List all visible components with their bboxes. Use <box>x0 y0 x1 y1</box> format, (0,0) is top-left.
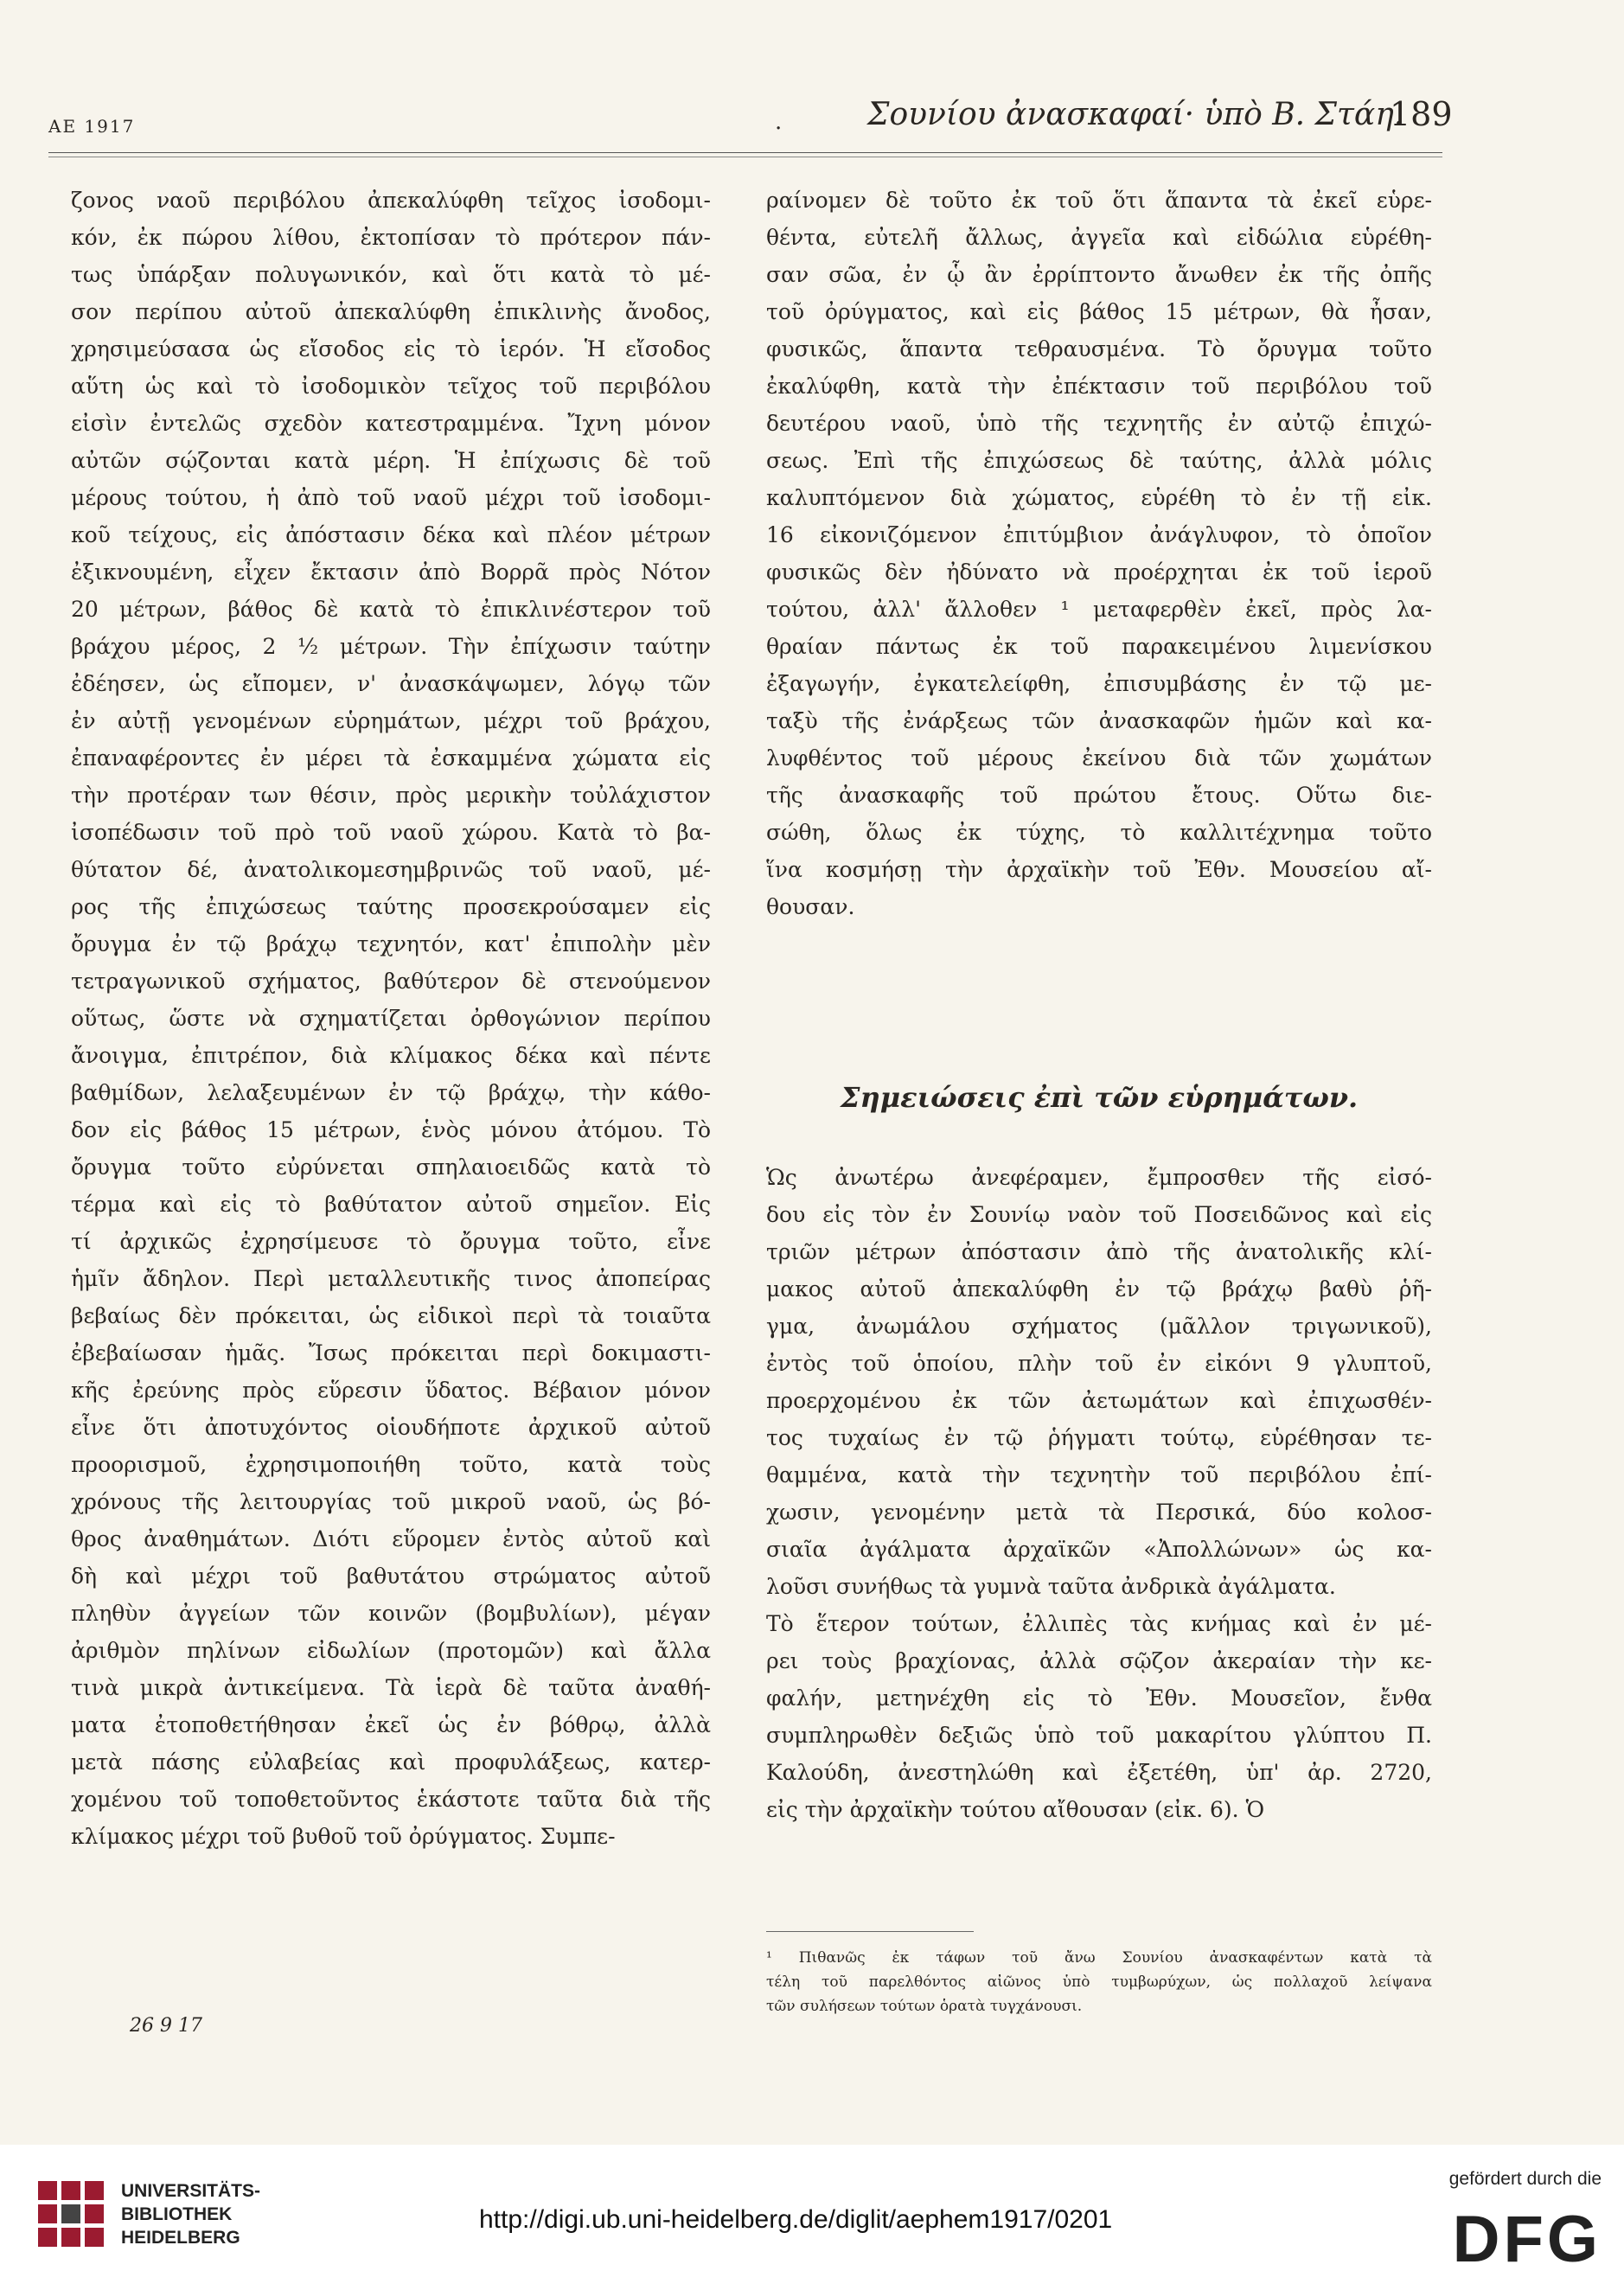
text-line: ἐξικνουμένη, εἶχεν ἔκτασιν ἀπὸ Βορρᾶ πρὸς Νότον <box>71 560 711 585</box>
text-line: λοῦσι συνήθως τὰ γυμνὰ ταῦτα ἀνδρικὰ ἀγάλματα. <box>766 1574 1336 1599</box>
text-line: 20 μέτρων, βάθος δὲ κατὰ τὸ ἐπικλινέστερον τοῦ <box>71 597 711 622</box>
text-line: ραίνομεν δὲ τοῦτο ἐκ τοῦ ὅτι ἅπαντα τὰ ἐκεῖ εὑρε- <box>766 188 1432 213</box>
text-line: αὕτη ὡς καὶ τὸ ἰσοδομικὸν τεῖχος τοῦ περιβόλου <box>71 374 711 399</box>
text-line: μέρους τούτου, ἡ ἀπὸ τοῦ ναοῦ μέχρι τοῦ ἰσοδομι- <box>71 485 711 510</box>
text-line: ἐκαλύφθη, κατὰ τὴν ἐπέκτασιν τοῦ περιβόλου τοῦ <box>766 374 1432 399</box>
text-line: τέρμα καὶ εἰς τὸ βαθύτατον αὐτοῦ σημεῖον. Εἰς <box>71 1192 711 1217</box>
text-line: σον περίπου αὐτοῦ ἀπεκαλύφθη ἐπικλινὴς ἄνοδος, <box>71 299 711 324</box>
text-line: φυσικῶς, ἅπαντα τεθραυσμένα. Τὸ ὄρυγμα τοῦτο <box>766 336 1432 361</box>
text-line: τῆς ἀνασκαφῆς τοῦ πρώτου ἔτους. Οὕτω διε- <box>766 783 1432 808</box>
text-line: ὄρυγμα ἐν τῷ βράχῳ τεχνητόν, κατ' ἐπιπολὴν μὲν <box>71 931 711 956</box>
university-library-logo-icon <box>35 2178 107 2250</box>
dfg-logo-icon: DFG <box>1452 2203 1602 2276</box>
text-line: χομένου τοῦ τοποθετοῦντος ἑκάστοτε ταῦτα διὰ τῆς <box>71 1787 711 1812</box>
text-line: φυσικῶς δὲν ἠδύνατο νὰ προέρχηται ἐκ τοῦ ἱεροῦ <box>766 560 1432 585</box>
text-line: ἐπαναφέροντες ἐν μέρει τὰ ἐσκαμμένα χώματα εἰς <box>71 745 711 771</box>
text-line: ζονος ναοῦ περιβόλου ἀπεκαλύφθη τεῖχος ἰσοδομι- <box>71 188 711 213</box>
text-line: τούτου, ἀλλ' ἄλλοθεν ¹ μεταφερθὲν ἐκεῖ, πρὸς λα- <box>766 597 1432 622</box>
text-line: ἰσοπέδωσιν τοῦ πρὸ τοῦ ναοῦ χώρου. Κατὰ τὸ βα- <box>71 820 711 845</box>
text-line: κλίμακος μέχρι τοῦ βυθοῦ τοῦ ὀρύγματος. Συμπε- <box>71 1824 616 1849</box>
text-line: προορισμοῦ, ἐχρησιμοποιήθη τοῦτο, κατὰ τοὺς <box>71 1452 711 1477</box>
text-line: ρει τοὺς βραχίονας, ἀλλὰ σῷζον ἀκεραίαν τὴν κε- <box>766 1648 1432 1673</box>
text-line: σαν σῶα, ἐν ᾧ ἂν ἐρρίπτοντο ἄνωθεν ἐκ τῆς ὀπῆς <box>766 262 1432 287</box>
text-line: ταξὺ τῆς ἐνάρξεως τῶν ἀνασκαφῶν ἡμῶν καὶ κα- <box>766 708 1432 733</box>
text-line: τέλη τοῦ παρελθόντος αἰῶνος ὑπὸ τυμβωρύχων, ὡς πολλαχοῦ λείψανα <box>766 1973 1432 1991</box>
text-line: δευτέρου ναοῦ, ὑπὸ τῆς τεχνητῆς ἐν αὐτῷ ἐπιχώ- <box>766 411 1432 436</box>
text-line: εἰς τὴν ἀρχαϊκὴν τούτου αἴθουσαν (εἰκ. 6). Ὁ <box>766 1797 1265 1822</box>
text-line: τριῶν μέτρων ἀπόστασιν ἀπὸ τῆς ἀνατολικῆς κλί- <box>766 1239 1432 1264</box>
text-line: ¹ Πιθανῶς ἐκ τάφων τοῦ ἄνω Σουνίου ἀνασκαφέντων κατὰ τὰ <box>766 1949 1432 1967</box>
text-line: τὴν προτέραν των θέσιν, πρὸς μερικὴν τοὐλάχιστον <box>71 783 711 808</box>
text-line: θουσαν. <box>766 894 855 919</box>
library-name-line-1: UNIVERSITÄTS- <box>121 2181 261 2201</box>
text-line: χρησιμεύσασα ὡς εἴσοδος εἰς τὸ ἱερόν. Ἡ εἴσοδος <box>71 336 711 361</box>
text-line: ματα ἐτοποθετήθησαν ἐκεῖ ὡς ἐν βόθρῳ, ἀλλὰ <box>71 1712 711 1737</box>
text-line: ἐντὸς τοῦ ὁποίου, πλὴν τοῦ ἐν εἰκόνι 9 γλυπτοῦ, <box>766 1351 1432 1376</box>
text-line: προερχομένου ἐκ τῶν ἀετωμάτων καὶ ἐπιχωσθέν- <box>766 1388 1432 1413</box>
text-line: συμπληρωθὲν δεξιῶς ὑπὸ τοῦ μακαρίτου γλύπτου Π. <box>766 1723 1432 1748</box>
text-line: χρόνους τῆς λειτουργίας τοῦ μικροῦ ναοῦ, ὡς βό- <box>71 1489 711 1514</box>
text-line: ἄνοιγμα, ἐπιτρέπον, διὰ κλίμακος δέκα καὶ πέντε <box>71 1043 711 1068</box>
page-number: 189 <box>1390 95 1453 133</box>
text-line: τοῦ ὀρύγματος, καὶ εἰς βάθος 15 μέτρων, θὰ ἦσαν, <box>766 299 1432 324</box>
text-line: σεως. Ἐπὶ τῆς ἐπιχώσεως δὲ ταύτης, ἀλλὰ μόλις <box>766 448 1432 473</box>
text-line: 16 εἰκονιζόμενον ἐπιτύμβιον ἀνάγλυφον, τὸ ὁποῖον <box>766 522 1432 547</box>
text-line: κόν, ἐκ πώρου λίθου, ἐκτοπίσαν τὸ πρότερον πάν- <box>71 225 711 250</box>
text-line: καλυπτόμενον διὰ χώματος, εὑρέθη τὸ ἐν τῇ εἰκ. <box>766 485 1432 510</box>
printer-signature: 26 9 17 <box>130 2015 202 2037</box>
text-line: χωσιν, γενομένην μετὰ τὰ Περσικά, δύο κολοσ- <box>766 1500 1432 1525</box>
text-line: τινὰ μικρὰ ἀντικείμενα. Τὰ ἱερὰ δὲ ταῦτα ἀναθή- <box>71 1675 711 1700</box>
library-name-line-3: HEIDELBERG <box>121 2228 240 2248</box>
text-line: κοῦ τείχους, εἰς ἀπόστασιν δέκα καὶ πλέον μέτρων <box>71 522 711 547</box>
text-line: ἀριθμὸν πηλίνων εἰδωλίων (προτομῶν) καὶ ἄλλα <box>71 1638 711 1663</box>
text-line: εἶνε ὅτι ἀποτυχόντος οἱουδήποτε ἀρχικοῦ αὐτοῦ <box>71 1415 711 1440</box>
text-line: ὄρυγμα τοῦτο εὐρύνεται σπηλαιοειδῶς κατὰ τὸ <box>71 1155 711 1180</box>
library-name-line-2: BIBLIOTHEK <box>121 2204 233 2224</box>
right-column-top <box>766 182 1432 925</box>
text-line: δὴ καὶ μέχρι τοῦ βαθυτάτου στρώματος αὐτοῦ <box>71 1564 711 1589</box>
text-line: σώθη, ὅλως ἐκ τύχης, τὸ καλλιτέχνημα τοῦτο <box>766 820 1432 845</box>
text-line: θρος ἀναθημάτων. Διότι εὕρομεν ἐντὸς αὐτοῦ καὶ <box>71 1526 711 1551</box>
text-line: θραίαν πάντως ἐκ τοῦ παρακειμένου λιμενίσκου <box>766 634 1432 659</box>
text-line: θαμμένα, κατὰ τὴν τεχνητὴν τοῦ περιβόλου ἐπί- <box>766 1462 1432 1487</box>
footnote-rule <box>766 1931 974 1932</box>
text-line: ρος τῆς ἐπιχώσεως ταύτης προσεκρούσαμεν εἰς <box>71 894 711 919</box>
text-line: ἵνα κοσμήσῃ τὴν ἀρχαϊκὴν τοῦ Ἐθν. Μουσείου αἴ- <box>766 857 1432 882</box>
text-line: ἐν αὐτῇ γενομένων εὑρημάτων, μέχρι τοῦ βράχου, <box>71 708 711 733</box>
text-line: οὕτως, ὥστε νὰ σχηματίζεται ὀρθογώνιον περίπου <box>71 1006 711 1031</box>
text-line: ἐξαγωγήν, ἐγκατελείφθη, ἐπισυμβάσης ἐν τῷ με- <box>766 671 1432 696</box>
text-line: γμα, ἀνωμάλου σχήματος (μᾶλλον τριγωνικοῦ), <box>766 1314 1432 1339</box>
text-line: τί ἀρχικῶς ἐχρησίμευσε τὸ ὄρυγμα τοῦτο, εἶνε <box>71 1229 711 1254</box>
text-line: Ὡς ἀνωτέρω ἀνεφέραμεν, ἔμπροσθεν τῆς εἰσό- <box>766 1165 1432 1190</box>
text-line: δου εἰς τὸν ἐν Σουνίῳ ναὸν τοῦ Ποσειδῶνος καὶ εἰς <box>766 1202 1432 1227</box>
text-line: σιαῖα ἀγάλματα ἀρχαϊκῶν «Ἀπολλώνων» ὡς κα- <box>766 1537 1432 1562</box>
header-rule <box>48 152 1442 153</box>
text-line: εἰσὶν ἐντελῶς σχεδὸν κατεστραμμένα. Ἴχνη μόνον <box>71 411 711 436</box>
text-line: πληθὺν ἀγγείων τῶν κοινῶν (βομβυλίων), μέγαν <box>71 1601 711 1626</box>
text-line: θέντα, εὐτελῆ ἄλλως, ἀγγεῖα καὶ εἰδώλια εὑρέθη- <box>766 225 1432 250</box>
text-line: ἐβεβαίωσαν ἡμᾶς. Ἴσως πρόκειται περὶ δοκιμαστι- <box>71 1340 711 1366</box>
text-line: βεβαίως δὲν πρόκειται, ὡς εἰδικοὶ περὶ τὰ τοιαῦτα <box>71 1303 711 1328</box>
text-line: ἡμῖν ἄδηλον. Περὶ μεταλλευτικῆς τινος ἀποπείρας <box>71 1266 711 1291</box>
left-column <box>71 182 711 1855</box>
viewer-footer <box>0 2145 1624 2290</box>
text-line: τως ὑπάρξαν πολυγωνικόν, καὶ ὅτι κατὰ τὸ μέ- <box>71 262 711 287</box>
funding-note: gefördert durch die <box>1448 2169 1602 2189</box>
text-line: μετὰ πάσης εὐλαβείας καὶ προφυλάξεως, κατερ- <box>71 1749 711 1775</box>
text-line: θύτατον δέ, ἀνατολικομεσημβρινῶς τοῦ ναοῦ, μέ- <box>71 857 711 882</box>
text-line: δον εἰς βάθος 15 μέτρων, ἑνὸς μόνου ἀτόμου. Τὸ <box>71 1117 711 1142</box>
journal-abbrev: ΑΕ 1917 <box>48 116 136 137</box>
text-line: βράχου μέρος, 2 ½ μέτρων. Τὴν ἐπίχωσιν ταύτην <box>71 634 711 659</box>
text-line: κῆς ἐρεύνης πρὸς εὕρεσιν ὕδατος. Βέβαιον μόνον <box>71 1378 711 1403</box>
section-heading: Σημειώσεις ἐπὶ τῶν εὑρημάτων. <box>840 1081 1359 1114</box>
text-line: μακος αὐτοῦ ἀπεκαλύφθη ἐν τῷ βράχῳ βαθὺ ῥῆ- <box>766 1276 1432 1302</box>
header-dot: . <box>775 109 783 135</box>
footnote <box>766 1946 1432 2018</box>
library-name <box>121 2179 260 2249</box>
text-line: φαλήν, μετηνέχθη εἰς τὸ Ἐθν. Μουσεῖον, ἔνθα <box>766 1686 1432 1711</box>
text-line: τος τυχαίως ἐν τῷ ῥήγματι τούτῳ, εὑρέθησαν τε- <box>766 1425 1432 1450</box>
text-line: τῶν συλήσεων τούτων ὁρατὰ τυγχάνουσι. <box>766 1998 1083 2015</box>
running-title: Σουνίου ἀνασκαφαί· ὑπὸ Β. Στάη. <box>867 97 1404 132</box>
text-line: λυφθέντος τοῦ μέρους ἐκείνου διὰ τῶν χωμάτων <box>766 745 1432 771</box>
permalink-url[interactable]: http://digi.ub.uni-heidelberg.de/diglit/aephem1917/0201 <box>479 2205 1113 2234</box>
right-column-bottom <box>766 1159 1432 1828</box>
text-line: τετραγωνικοῦ σχήματος, βαθύτερον δὲ στενούμενον <box>71 969 711 994</box>
text-line: ἐδέησεν, ὡς εἴπομεν, ν' ἀνασκάψωμεν, λόγῳ τῶν <box>71 671 711 696</box>
text-line: βαθμίδων, λελαξευμένων ἐν τῷ βράχῳ, τὴν κάθο- <box>71 1080 711 1105</box>
text-line: αὐτῶν σῴζονται κατὰ μέρη. Ἡ ἐπίχωσις δὲ τοῦ <box>71 448 711 473</box>
text-line: Καλούδη, ἀνεστηλώθη καὶ ἐξετέθη, ὑπ' ἀρ. 2720, <box>766 1760 1432 1785</box>
text-line: Τὸ ἕτερον τούτων, ἐλλιπὲς τὰς κνήμας καὶ ἐν μέ- <box>766 1611 1432 1636</box>
